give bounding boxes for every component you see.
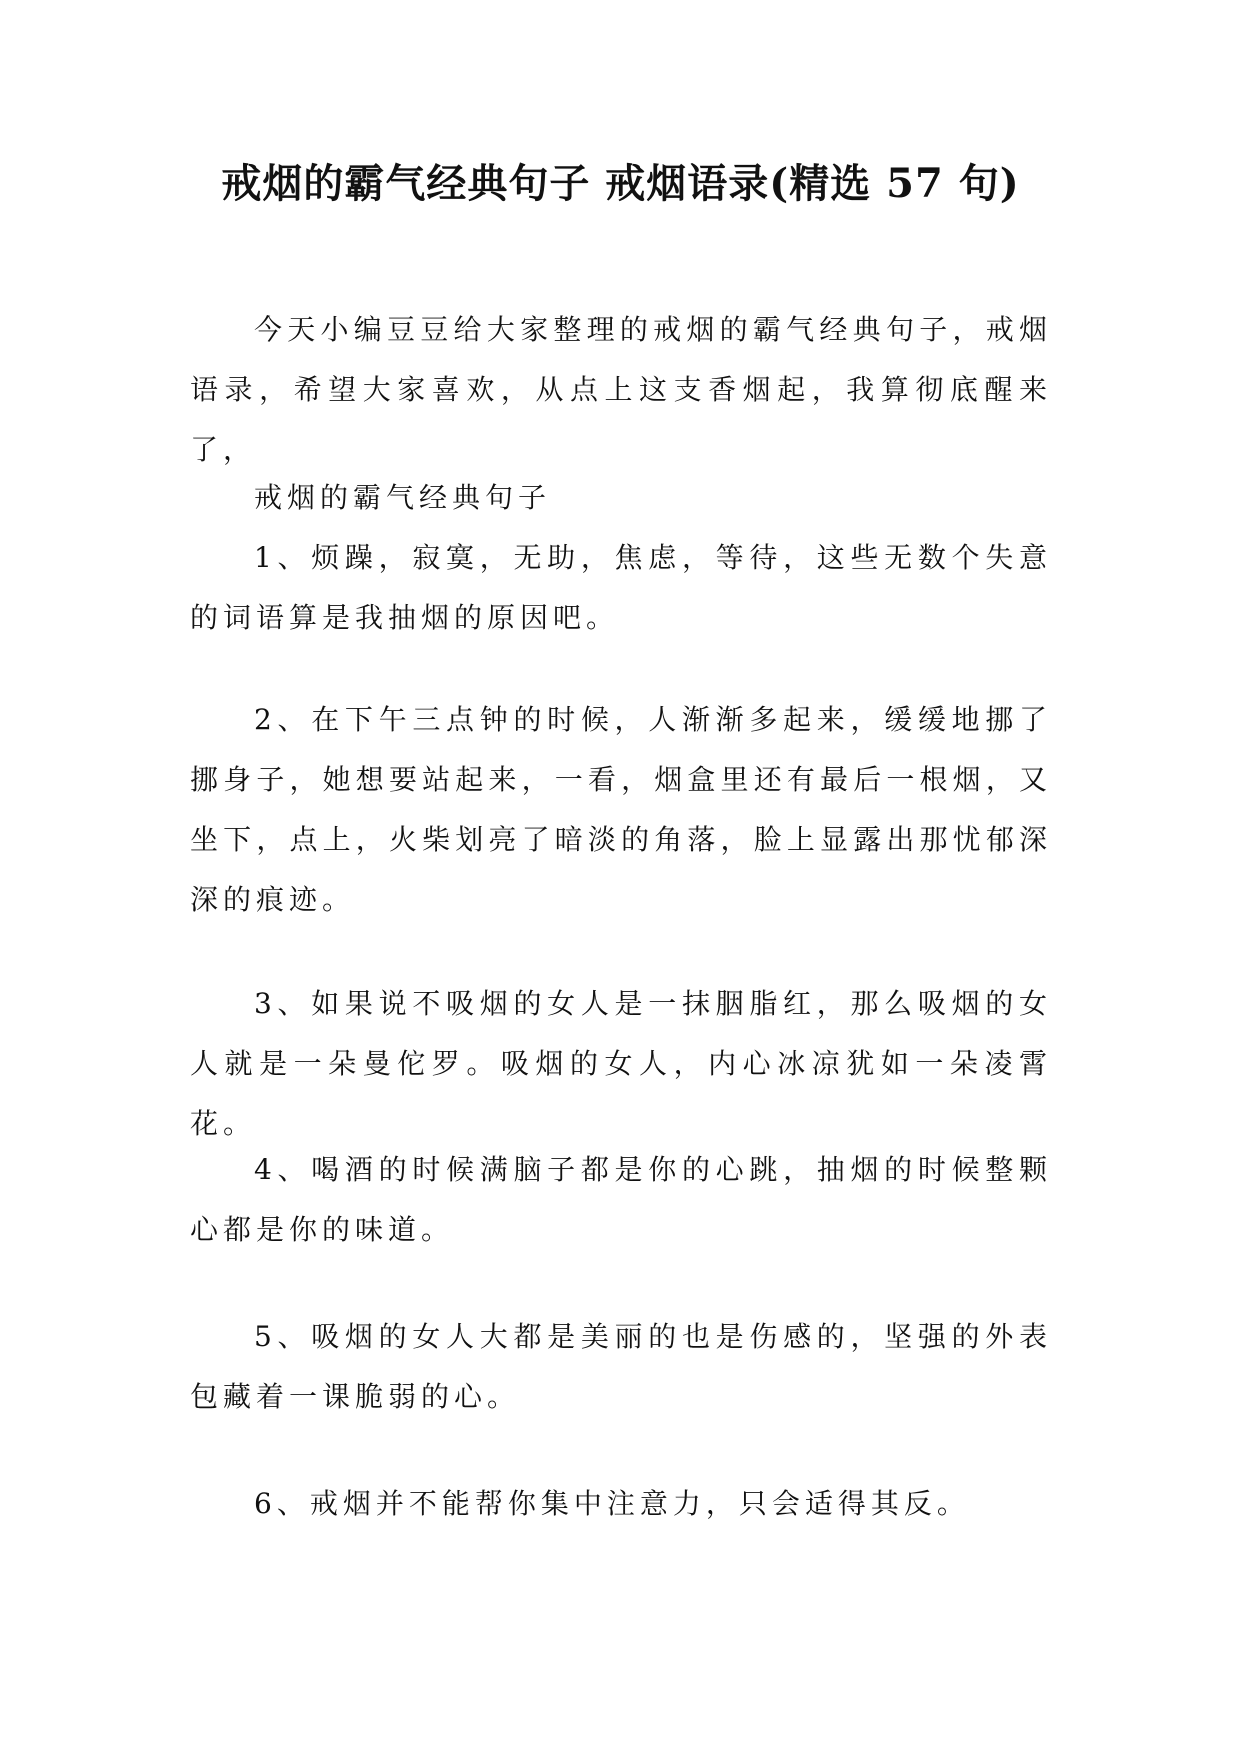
list-item: 6、戒烟并不能帮你集中注意力，只会适得其反。 [254,1487,970,1520]
list-item: 5、吸烟的女人大都是美丽的也是伤感的，坚强的外表包藏着一课脆弱的心。 [190,1320,1052,1413]
list-item: 2、在下午三点钟的时候，人渐渐多起来，缓缓地挪了挪身子，她想要站起来，一看，烟盒里还有最后一根烟，又坐下，点上，火柴划亮了暗淡的角落，脸上显露出那忧郁深深的痕迹。 [190,703,1052,916]
section-heading: 戒烟的霸气经典句子 [254,481,552,514]
document-title: 戒烟的霸气经典句子 戒烟语录(精选 57 句) [221,160,1020,207]
list-item: 4、喝酒的时候满脑子都是你的心跳，抽烟的时候整颗心都是你的味道。 [190,1153,1052,1246]
list-item: 1、烦躁，寂寞，无助，焦虑，等待，这些无数个失意的词语算是我抽烟的原因吧。 [190,541,1052,634]
intro-paragraph: 今天小编豆豆给大家整理的戒烟的霸气经典句子，戒烟语录，希望大家喜欢，从点上这支香烟起，我算彻底醒来了， [190,313,1052,466]
list-item: 3、如果说不吸烟的女人是一抹胭脂红，那么吸烟的女人就是一朵曼佗罗。吸烟的女人，内心冰凉犹如一朵凌霄花。 [190,987,1052,1140]
